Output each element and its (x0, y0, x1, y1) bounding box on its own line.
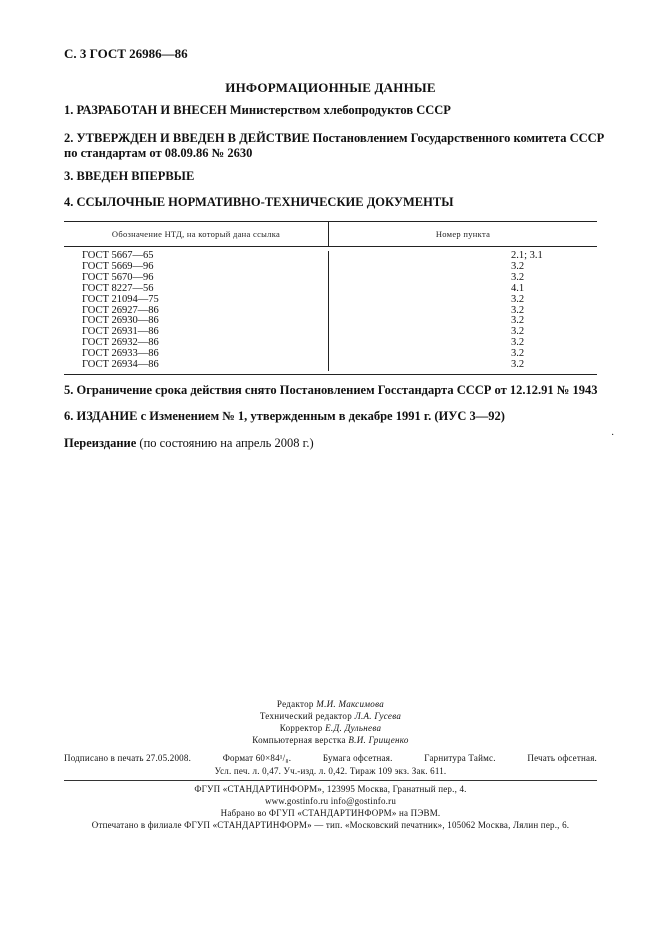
item-number: 3. (64, 169, 74, 183)
clause-column (329, 251, 597, 371)
table-cell-clause: 3.2 (511, 348, 525, 360)
table-cell-clause: 3.2 (511, 326, 525, 338)
signed-date: Подписано в печать 27.05.2008. (64, 753, 192, 763)
table-cell-clause: 3.2 (511, 260, 525, 272)
info-item-4 (64, 195, 609, 210)
table-cell-clause: 2.1; 3.1 (511, 250, 543, 261)
table-cell-document: ГОСТ 5670—96 (82, 271, 154, 283)
table-cell-clause: 3.2 (511, 304, 525, 316)
document-column (64, 251, 329, 371)
layout-name: В.И. Грищенко (348, 735, 409, 745)
table-cell-clause: 3.2 (511, 315, 525, 327)
tech-editor-line (0, 710, 661, 723)
editor-line (0, 698, 661, 711)
page-header: С. 3 ГОСТ 26986—86 (64, 46, 188, 61)
table-cell-document: ГОСТ 26930—86 (82, 315, 159, 327)
printing-note: Отпечатано в филиале ФГУП «СТАНДАРТИНФОРМ» — тип. «Московский печатник», 105062 Москва, Лялин пер., 6. (91, 820, 570, 830)
item-number: 4. (64, 195, 74, 209)
table-header (64, 222, 597, 247)
table-cell-document: ГОСТ 5669—96 (82, 260, 154, 272)
reissue-date: (по состоянию на апрель 2008 г.) (136, 436, 314, 450)
reissue-note (64, 436, 314, 451)
publisher-address: ФГУП «СТАНДАРТИНФОРМ», 123995 Москва, Гранатный пер., 4. (194, 784, 467, 794)
publication-line (64, 753, 597, 763)
column-header-clause: Номер пункта (435, 229, 491, 239)
column-header-document: Обозначение НТД, на который дана ссылка (64, 222, 329, 246)
item-text: ССЫЛОЧНЫЕ НОРМАТИВНО-ТЕХНИЧЕСКИЕ ДОКУМЕНТЫ (76, 195, 454, 209)
layout-label: Компьютерная верстка (252, 735, 349, 745)
table-cell-document: ГОСТ 8227—56 (82, 282, 154, 294)
corrector-name: Е.Д. Дульнева (325, 723, 382, 733)
table-cell-clause: 4.1 (511, 282, 525, 294)
item-text: УТВЕРЖДЕН И ВВЕДЕН В ДЕЙСТВИЕ Постановлением Государственного комитета СССР по стандартам от 08.09.86 № 2630 (64, 131, 605, 160)
divider (64, 780, 597, 781)
editor-name: М.И. Максимова (316, 699, 385, 709)
table-cell-document: ГОСТ 26931—86 (82, 326, 159, 338)
table-cell-document: ГОСТ 26927—86 (82, 304, 159, 316)
table-body (64, 247, 597, 374)
item-text: ИЗДАНИЕ с Изменением № 1, утвержденным в декабре 1991 г. (ИУС 3—92) (76, 409, 505, 423)
corrector-label: Корректор (279, 723, 326, 733)
paper-format: Формат 60×84¹/₈. (222, 753, 292, 763)
margin-mark: · (611, 430, 615, 441)
table-cell-document: ГОСТ 26933—86 (82, 348, 159, 360)
info-item-3 (64, 169, 609, 184)
print-run-line: Усл. печ. л. 0,47. Уч.-изд. л. 0,42. Тираж 109 экз. Зак. 611. (214, 766, 447, 776)
table-cell-clause: 3.2 (511, 337, 525, 349)
section-title: ИНФОРМАЦИОННЫЕ ДАННЫЕ (225, 80, 436, 95)
info-item-5 (64, 383, 609, 398)
publisher-contacts: www.gostinfo.ru info@gostinfo.ru (264, 796, 397, 806)
table-cell-clause: 3.2 (511, 293, 525, 305)
corrector-line (0, 722, 661, 735)
reissue-label: Переиздание (64, 436, 137, 450)
paper-type: Бумага офсетная. (322, 753, 393, 763)
table-cell-document: ГОСТ 26932—86 (82, 337, 159, 349)
table-cell-document: ГОСТ 5667—65 (82, 250, 154, 261)
item-number: 2. (64, 131, 74, 145)
table-cell-clause: 3.2 (511, 271, 525, 283)
reference-table (64, 221, 597, 375)
item-number: 6. (64, 409, 74, 423)
info-item-6 (64, 409, 609, 424)
typesetting-note: Набрано во ФГУП «СТАНДАРТИНФОРМ» на ПЭВМ. (220, 808, 441, 818)
info-item-1 (64, 103, 609, 118)
tech-editor-name: Л.А. Гусева (354, 711, 402, 721)
layout-line (0, 734, 661, 747)
editor-label: Редактор (276, 699, 317, 709)
typeface: Гарнитура Таймс. (424, 753, 496, 763)
table-cell-document: ГОСТ 21094—75 (82, 293, 159, 305)
item-text: Ограничение срока действия снято Постановлением Госстандарта СССР от 12.12.91 № 1943 (76, 383, 598, 397)
print-method: Печать офсетная. (527, 753, 597, 763)
item-text: РАЗРАБОТАН И ВНЕСЕН Министерством хлебопродуктов СССР (76, 103, 451, 117)
table-cell-document: ГОСТ 26934—86 (82, 359, 159, 371)
table-cell-clause: 3.2 (511, 359, 525, 371)
tech-editor-label: Технический редактор (259, 711, 355, 721)
item-number: 1. (64, 103, 74, 117)
info-item-2 (64, 131, 609, 161)
item-text: ВВЕДЕН ВПЕРВЫЕ (76, 169, 195, 183)
item-number: 5. (64, 383, 74, 397)
